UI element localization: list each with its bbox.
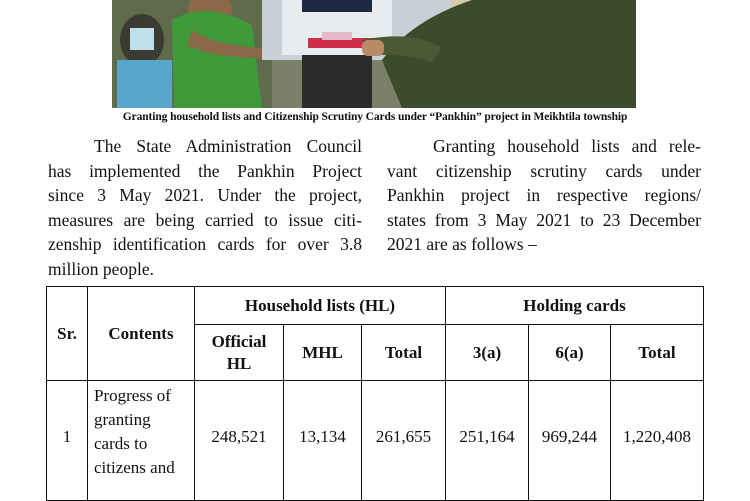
paragraph-line: measures are being carried to issue citi- bbox=[48, 209, 362, 230]
cell-contents: Progress of granting cards to citizens and bbox=[88, 381, 195, 501]
table-row bbox=[47, 381, 704, 501]
header-holding-cards: Holding cards bbox=[446, 287, 704, 325]
paragraph-line: 2021 are as follows – bbox=[387, 234, 537, 254]
header-6a: 6(a) bbox=[529, 325, 611, 381]
cell-3a: 251,164 bbox=[446, 381, 529, 501]
header-contents: Contents bbox=[88, 287, 195, 381]
cell-hl-total: 261,655 bbox=[362, 381, 446, 501]
paragraph-line: Granting household lists and rele- bbox=[433, 136, 701, 156]
paragraph-line: states from 3 May 2021 to 23 December bbox=[387, 209, 701, 230]
pankhin-table bbox=[46, 286, 704, 501]
cell-6a: 969,244 bbox=[529, 381, 611, 501]
news-photo bbox=[112, 0, 636, 108]
paragraph-line: million people. bbox=[48, 258, 154, 279]
paragraph-line: vant citizenship scrutiny cards under bbox=[387, 160, 701, 181]
header-sr: Sr. bbox=[47, 287, 88, 381]
photo-caption: Granting household lists and Citizenship Scrutiny Cards under “Pankhin” project in Meikhtila township bbox=[122, 111, 628, 123]
photo-illustration bbox=[112, 0, 636, 108]
header-hc-total: Total bbox=[611, 325, 704, 381]
header-mhl: MHL bbox=[284, 325, 362, 381]
cell-mhl: 13,134 bbox=[284, 381, 362, 501]
cell-hc-total: 1,220,408 bbox=[611, 381, 704, 501]
left-paragraph bbox=[48, 134, 362, 281]
header-hl-total: Total bbox=[362, 325, 446, 381]
paragraph-line: since 3 May 2021. Under the project, bbox=[48, 185, 362, 205]
cell-sr: 1 bbox=[47, 381, 88, 501]
cell-official-hl: 248,521 bbox=[195, 381, 284, 501]
paragraph-line: The State Administration Council bbox=[94, 136, 362, 156]
header-household-lists: Household lists (HL) bbox=[195, 287, 446, 325]
header-official-hl: Official HL bbox=[195, 325, 284, 381]
paragraph-line: has implemented the Pankhin Project bbox=[48, 160, 362, 181]
header-3a: 3(a) bbox=[446, 325, 529, 381]
paragraph-line: Pankhin project in respective regions/ bbox=[387, 185, 701, 205]
right-paragraph bbox=[387, 134, 701, 257]
paragraph-line: zenship identification cards for over 3.8 bbox=[48, 234, 362, 254]
